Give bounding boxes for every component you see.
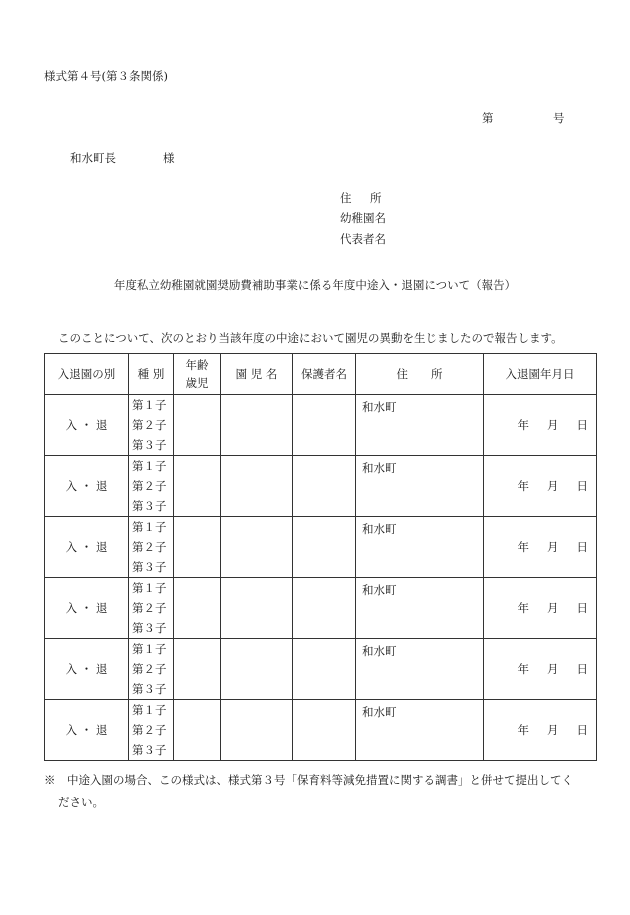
addressee-honorific: 様 — [163, 151, 175, 165]
table-row — [45, 456, 597, 517]
age-cell[interactable] — [174, 700, 221, 761]
sender-address-label-1: 住 — [340, 191, 352, 205]
age-cell[interactable] — [174, 456, 221, 517]
child-name-cell[interactable] — [221, 700, 293, 761]
footnote — [44, 772, 573, 788]
footnote-line-2: ださい。 — [58, 795, 104, 809]
child-1-label: 第１子 — [132, 642, 167, 656]
kind-cell — [129, 578, 174, 639]
child-3-label: 第３子 — [132, 621, 167, 635]
date-cell[interactable] — [484, 639, 597, 700]
date-cell[interactable] — [484, 517, 597, 578]
date-year: 年 — [517, 601, 529, 615]
entry-type-cell: 入 ・ 退 — [45, 578, 129, 639]
guardian-cell[interactable] — [293, 578, 356, 639]
guardian-cell[interactable] — [293, 639, 356, 700]
date-year: 年 — [517, 418, 529, 432]
sender-rep-label: 代表者名 — [340, 232, 386, 246]
date-year: 年 — [517, 723, 529, 737]
form-number: 様式第４号(第３条関係) — [44, 69, 168, 83]
child-2-label: 第２子 — [132, 479, 167, 493]
address-cell[interactable]: 和水町 — [356, 639, 484, 700]
date-month: 月 — [547, 418, 559, 432]
address-cell[interactable]: 和水町 — [356, 578, 484, 639]
header-guardian: 保護者名 — [293, 354, 356, 395]
date-day: 日 — [576, 540, 588, 554]
date-month: 月 — [547, 723, 559, 737]
header-date: 入退園年月日 — [484, 354, 597, 395]
kind-cell — [129, 639, 174, 700]
kind-cell — [129, 395, 174, 456]
age-cell[interactable] — [174, 395, 221, 456]
table-row — [45, 639, 597, 700]
date-day: 日 — [576, 418, 588, 432]
intro-text: このことについて、次のとおり当該年度の中途において園児の異動を生じましたので報告します。 — [58, 331, 563, 345]
date-year: 年 — [517, 479, 529, 493]
child-3-label: 第３子 — [132, 743, 167, 757]
date-day: 日 — [576, 479, 588, 493]
child-3-label: 第３子 — [132, 499, 167, 513]
address-cell[interactable]: 和水町 — [356, 456, 484, 517]
guardian-cell[interactable] — [293, 700, 356, 761]
header-age-line1: 年齢 — [185, 358, 209, 372]
date-month: 月 — [547, 540, 559, 554]
guardian-cell[interactable] — [293, 395, 356, 456]
header-entry-type: 入退園の別 — [45, 354, 129, 395]
kind-cell — [129, 456, 174, 517]
child-2-label: 第２子 — [132, 540, 167, 554]
child-name-cell[interactable] — [221, 578, 293, 639]
table-row — [45, 578, 597, 639]
table-row — [45, 700, 597, 761]
doc-number-suffix: 号 — [553, 111, 565, 125]
date-cell[interactable] — [484, 578, 597, 639]
child-3-label: 第３子 — [132, 438, 167, 452]
date-cell[interactable] — [484, 395, 597, 456]
guardian-cell[interactable] — [293, 456, 356, 517]
child-name-cell[interactable] — [221, 517, 293, 578]
child-1-label: 第１子 — [132, 459, 167, 473]
addressee-name: 和水町長 — [70, 151, 116, 165]
header-kind: 種 別 — [129, 354, 174, 395]
child-1-label: 第１子 — [132, 398, 167, 412]
child-name-cell[interactable] — [221, 456, 293, 517]
date-month: 月 — [547, 479, 559, 493]
entry-type-cell: 入 ・ 退 — [45, 700, 129, 761]
date-month: 月 — [547, 662, 559, 676]
date-year: 年 — [517, 662, 529, 676]
child-name-cell[interactable] — [221, 639, 293, 700]
date-day: 日 — [576, 662, 588, 676]
entry-type-cell: 入 ・ 退 — [45, 456, 129, 517]
sender-address-label — [340, 190, 382, 206]
date-year: 年 — [517, 540, 529, 554]
kind-cell — [129, 517, 174, 578]
child-1-label: 第１子 — [132, 581, 167, 595]
child-1-label: 第１子 — [132, 520, 167, 534]
footnote-line-1: 中途入園の場合、この様式は、様式第３号「保育料等減免措置に関する調書」と併せて提出してく — [67, 773, 573, 787]
child-3-label: 第３子 — [132, 560, 167, 574]
guardian-cell[interactable] — [293, 517, 356, 578]
date-cell[interactable] — [484, 700, 597, 761]
footnote-mark: ※ — [44, 773, 56, 787]
child-name-cell[interactable] — [221, 395, 293, 456]
child-1-label: 第１子 — [132, 703, 167, 717]
age-cell[interactable] — [174, 639, 221, 700]
entry-type-cell: 入 ・ 退 — [45, 395, 129, 456]
sender-address-label-2: 所 — [370, 191, 382, 205]
table-header-row — [45, 354, 597, 395]
doc-number-prefix: 第 — [482, 111, 494, 125]
entry-type-cell: 入 ・ 退 — [45, 639, 129, 700]
child-2-label: 第２子 — [132, 723, 167, 737]
child-2-label: 第２子 — [132, 601, 167, 615]
document-title: 年度私立幼稚園就園奨励費補助事業に係る年度中途入・退園について（報告） — [113, 278, 517, 292]
table-row — [45, 517, 597, 578]
child-2-label: 第２子 — [132, 662, 167, 676]
sender-school-label: 幼稚園名 — [340, 211, 386, 225]
header-address: 住 所 — [356, 354, 484, 395]
header-age-line2: 歳児 — [185, 376, 209, 390]
address-cell[interactable]: 和水町 — [356, 517, 484, 578]
age-cell[interactable] — [174, 517, 221, 578]
report-table — [44, 353, 597, 761]
table-row — [45, 395, 597, 456]
child-3-label: 第３子 — [132, 682, 167, 696]
address-cell[interactable]: 和水町 — [356, 395, 484, 456]
header-child-name: 園 児 名 — [221, 354, 293, 395]
age-cell[interactable] — [174, 578, 221, 639]
date-day: 日 — [576, 601, 588, 615]
header-age — [174, 354, 221, 395]
date-month: 月 — [547, 601, 559, 615]
child-2-label: 第２子 — [132, 418, 167, 432]
address-cell[interactable]: 和水町 — [356, 700, 484, 761]
date-cell[interactable] — [484, 456, 597, 517]
date-day: 日 — [576, 723, 588, 737]
entry-type-cell: 入 ・ 退 — [45, 517, 129, 578]
kind-cell — [129, 700, 174, 761]
